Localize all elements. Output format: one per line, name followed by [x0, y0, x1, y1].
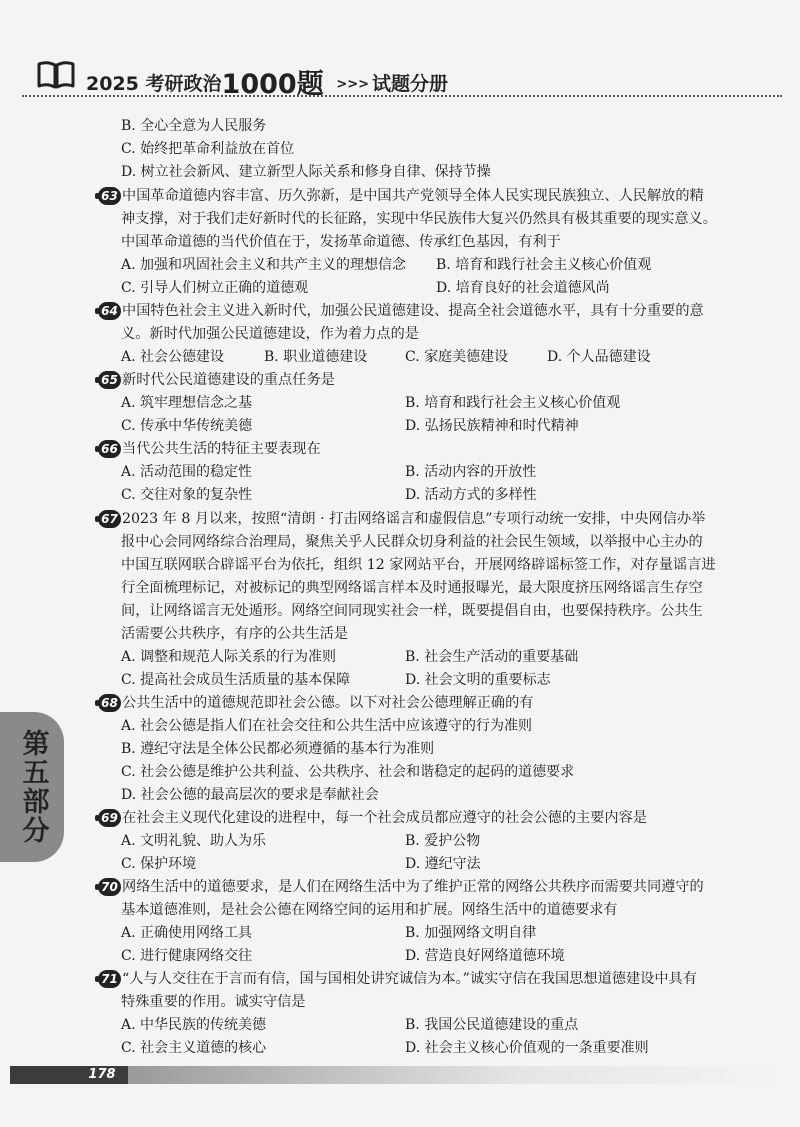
option-d: D. 社会主义核心价值观的一条重要准则 [405, 1040, 649, 1056]
option-b: B. 我国公民道德建设的重点 [405, 1017, 579, 1033]
question-number: 65 [98, 371, 121, 389]
question-number: 69 [98, 809, 121, 827]
question-text: 基本道德准则，是社会公德在网络空间的运用和扩展。网络生活中的道德要求有 [121, 902, 618, 918]
header-divider [22, 95, 782, 97]
page-number: 178 [88, 1067, 116, 1082]
option-c: C. 保护环境 [121, 856, 197, 872]
option-c: C. 交往对象的复杂性 [121, 487, 253, 503]
question-number: 68 [98, 694, 121, 712]
question-text: 报中心会同网络综合治理局，聚焦关乎人民群众切身利益的社会民生领域，以举报中心主办的 [121, 534, 703, 550]
option-c: C. 社会公德是维护公共利益、公共秩序、社会和谐稳定的起码的道德要求 [121, 764, 575, 780]
title-subtitle: 试题分册 [372, 73, 449, 95]
question-text: 在社会主义现代化建设的进程中，每一个社会成员都应遵守的社会公德的主要内容是 [122, 810, 647, 826]
question-text: 神支撑，对于我们走好新时代的长征路，实现中华民族伟大复兴仍然具有极其重要的现实意义。 [121, 211, 717, 227]
option-d: D. 个人品德建设 [547, 349, 651, 365]
option-b: B. 职业道德建设 [264, 349, 368, 365]
question-number: 66 [98, 440, 121, 458]
question-text: 2023 年 8 月以来，按照“清朗 · 打击网络谣言和虚假信息”专项行动统一安排，中央网信办举 [122, 511, 706, 527]
option-c: C. 进行健康网络交往 [121, 948, 253, 964]
question-text: 中国革命道德的当代价值在于，发扬革命道德、传承红色基因，有利于 [121, 234, 561, 250]
open-book-icon [36, 60, 76, 90]
question-text: “人与人交往在于言而有信，国与国相处讲究诚信为本。”诚实守信在我国思想道德建设中具有 [122, 971, 697, 987]
question-number: 64 [98, 302, 121, 320]
section-side-tab-label: 第五部分 [22, 729, 50, 847]
title-arrows: >>> [336, 77, 369, 92]
option-b: B. 活动内容的开放性 [405, 464, 537, 480]
option-b: B. 社会生产活动的重要基础 [405, 649, 579, 665]
list-item: B. 全心全意为人民服务 [121, 118, 267, 134]
option-a: A. 加强和巩固社会主义和共产主义的理想信念 [121, 257, 407, 273]
option-d: D. 弘扬民族精神和时代精神 [405, 418, 579, 434]
question-number: 70 [98, 878, 121, 896]
option-d: D. 社会文明的重要标志 [405, 672, 551, 688]
option-c: C. 社会主义道德的核心 [121, 1040, 267, 1056]
list-item: D. 树立社会新风、建立新型人际关系和修身自律、保持节操 [121, 164, 491, 180]
option-d: D. 遵纪守法 [405, 856, 481, 872]
option-b: B. 爱护公物 [405, 833, 481, 849]
option-d: D. 活动方式的多样性 [405, 487, 537, 503]
option-d: D. 营造良好网络道德环境 [405, 948, 565, 964]
title-year: 2025 [86, 73, 139, 95]
option-d: D. 培育良好的社会道德风尚 [436, 280, 610, 296]
question-text: 特殊重要的作用。诚实守信是 [121, 994, 306, 1010]
option-a: A. 社会公德是指人们在社会交往和公共生活中应该遵守的行为准则 [121, 718, 533, 734]
option-b: B. 遵纪守法是全体公民都必须遵循的基本行为准则 [121, 741, 435, 757]
option-b: B. 培育和践行社会主义核心价值观 [405, 395, 621, 411]
option-a: A. 正确使用网络工具 [121, 925, 253, 941]
title-1000: 1000 [221, 69, 297, 100]
question-text: 网络生活中的道德要求，是人们在网络生活中为了维护正常的网络公共秩序而需要共同遵守的 [122, 879, 704, 895]
option-a: A. 活动范围的稳定性 [121, 464, 253, 480]
question-text: 中国互联网联合辟谣平台为依托，组织 12 家网站平台，开展网络辟谣标签工作，对存量谣言进 [121, 557, 716, 573]
question-number: 71 [98, 970, 121, 988]
question-text: 义。新时代加强公民道德建设，作为着力点的是 [121, 326, 419, 342]
question-number: 63 [98, 187, 121, 205]
title-ti: 题 [296, 69, 324, 100]
option-b: B. 培育和践行社会主义核心价值观 [436, 257, 652, 273]
question-text: 行全面梳理标记，对被标记的典型网络谣言样本及时通报曝光，最大限度挤压网络谣言生存空 [121, 580, 703, 596]
option-c: C. 传承中华传统美德 [121, 418, 253, 434]
page-header [34, 56, 774, 100]
option-c: C. 家庭美德建设 [405, 349, 509, 365]
option-a: A. 筑牢理想信念之基 [121, 395, 253, 411]
question-number: 67 [98, 510, 121, 528]
question-text: 中国特色社会主义进入新时代，加强公民道德建设、提高全社会道德水平，具有十分重要的意 [122, 303, 704, 319]
option-a: A. 文明礼貌、助人为乐 [121, 833, 267, 849]
title-mid: 考研政治 [145, 73, 222, 95]
option-b: B. 加强网络文明自律 [405, 925, 537, 941]
question-text: 中国革命道德内容丰富、历久弥新，是中国共产党领导全体人民实现民族独立、人民解放的精 [122, 188, 704, 204]
question-text: 间，让网络谣言无处遁形。网络空间同现实社会一样，既要提倡自由，也要保持秩序。公共生 [121, 603, 703, 619]
question-text: 当代公共生活的特征主要表现在 [122, 441, 321, 457]
option-c: C. 提高社会成员生活质量的基本保障 [121, 672, 351, 688]
question-text: 新时代公民道德建设的重点任务是 [122, 372, 335, 388]
option-c: C. 引导人们树立正确的道德观 [121, 280, 309, 296]
option-d: D. 社会公德的最高层次的要求是奉献社会 [121, 787, 379, 803]
question-text: 公共生活中的道德规范即社会公德。以下对社会公德理解正确的有 [122, 695, 534, 711]
option-a: A. 调整和规范人际关系的行为准则 [121, 649, 337, 665]
list-item: C. 始终把革命利益放在首位 [121, 141, 295, 157]
option-a: A. 社会公德建设 [121, 349, 225, 365]
footer-gradient-band [128, 1066, 788, 1084]
option-a: A. 中华民族的传统美德 [121, 1017, 267, 1033]
question-text: 活需要公共秩序，有序的公共生活是 [121, 626, 349, 642]
